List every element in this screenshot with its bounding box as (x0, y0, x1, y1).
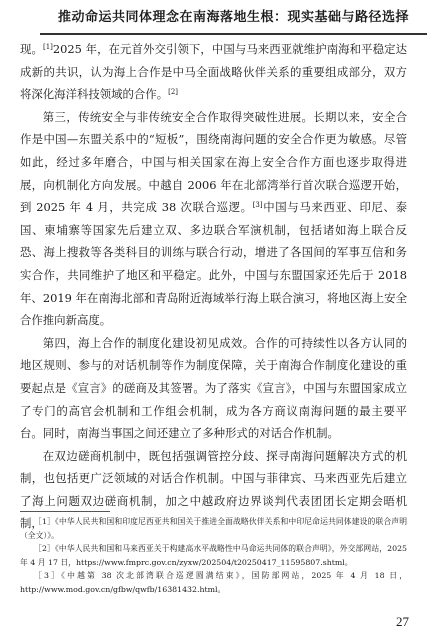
text-run: 第三，传统安全与非传统安全合作取得突破性进展。长期以来，安全合作是中国—东盟关系中的“短板”，围绕南海问题的安全合作更为敏感。尽管如此，经过多年磨合，中国与相关国家在海上安全合作方面也逐步取得进展，向机制化方向发展。中越自 2006 年在北部湾举行首次联合巡逻开始，到 2025 年 4 月，共完成 38 次联合巡逻。 (20, 109, 407, 215)
footnote-divider (20, 511, 110, 512)
footnote-2: ［2］《中华人民共和国和马来西亚关于构建高水平战略性中马命运共同体的联合声明》，外交部网站，2025 年 4 月 17 日，https://www.fmprc.gov.cn/zyxw/202504/t20250417_11595807.shtml。 (20, 544, 407, 567)
text-run: 2025 年，在元首外交引领下，中国与马来西亚就维护南海和平稳定达成新的共识，认为海上合作是中马全面战略伙伴关系的重要组成部分，双方将深化海洋科技领域的合作。 (20, 42, 407, 102)
paragraph-continuation (20, 38, 407, 106)
header-rule (40, 33, 427, 35)
text-run: 现。 (20, 42, 43, 56)
paragraph-institutionalization (20, 332, 407, 445)
running-header (0, 0, 427, 30)
main-text (20, 38, 407, 535)
footnote-ref-1[interactable]: [1] (42, 43, 53, 51)
text-run: 在双边磋商机制中，既包括强调管控分歧、探寻南海问题解决方式的机制，也包括更广泛领域的对话合作机制。中国与菲律宾、马来西亚先后建立了海上问题双边磋商机制，加之中越政府边界谈判代表团团长定期会晤机制， (20, 448, 407, 531)
footnote-ref-2[interactable]: [2] (168, 88, 179, 97)
footnotes (20, 515, 407, 596)
page-number: 27 (396, 614, 409, 629)
running-title: 推动命运共同体理念在南海落地生根：现实基础与路径选择 (57, 9, 409, 25)
footnote-1: ［1］《中华人民共和国和印度尼西亚共和国关于推进全面战略伙伴关系和中印尼命运共同体建设的联合声明（全文）》。 (20, 517, 407, 540)
text-run: 第四，海上合作的制度化建设初见成效。合作的可持续性以各方认同的地区规则、参与的对话机制等作为制度保障，关于南海合作制度化建设的重要起点是《宣言》的磋商及其签署。为了落实《宣言》，中国与东盟国家成立了专门的高官会机制和工作组会机制，成为各方商议南海问题的最主要平台。同时，南海当事国之间还建立了多种形式的对话合作机制。 (20, 335, 407, 441)
footnote-3: ［3］《中越第 38 次北部湾联合巡逻圆满结束》，国防部网站，2025 年 4 月 18 日，http://www.mod.gov.cn/gfbw/qwfb/16381432.html。 (20, 571, 407, 594)
text-run: 中国与马来西亚、印尼、泰国、柬埔寨等国家先后建立双、多边联合军演机制，包括诸如海上联合反恐、海上搜救等各类科目的训练与联合行动，增进了各国间的军事互信和务实合作，共同维护了地区和平稳定。此外，中国与东盟国家还先后于 2018 年、2019 年在南海北部和青岛附近海域举行海上联合演习，将地区海上安全合作推向新高度。 (20, 200, 407, 328)
footnote-ref-3[interactable]: [3] (252, 201, 263, 210)
paragraph-security-cooperation (20, 106, 407, 332)
